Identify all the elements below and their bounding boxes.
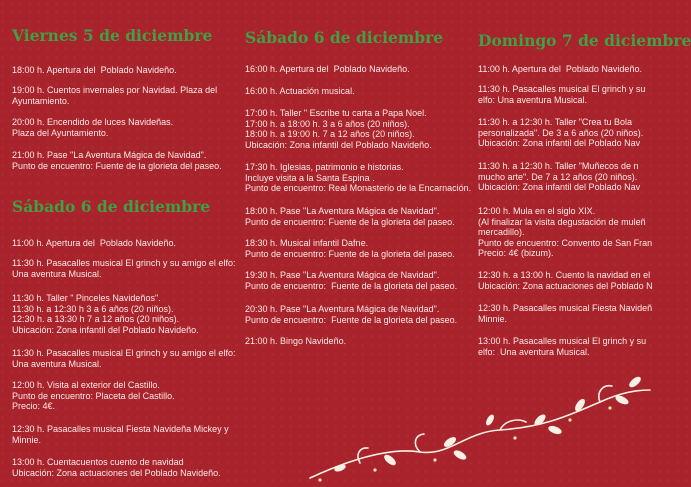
event-item: 19:30 h. Pase "La Aventura Mágica de Navidad". Punto de encuentro: Fuente de la glorieta del paseo. (245, 270, 458, 291)
event-item: 13:00 h. Cuentacuentos cuento de navidad Ubicación: Zona actuaciones del Poblado Navideño. (12, 457, 221, 478)
event-item: 13:00 h. Pasacalles musical El grinch y su elfo: Una aventura Musical. (478, 336, 647, 357)
event-item: 11:30 h. a 12:30 h. Taller "Crea tu Bola personalizada". De 3 a 6 años (20 niños). Ubicación: Zona infantil del Poblado Nav (478, 117, 644, 149)
heading-sabado-6-morning: Sábado 6 de diciembre (12, 197, 211, 216)
event-item: 11:30 h. Taller " Pinceles Navideños". 11:30 h. a 12:30 h 3 a 6 años (20 niños). 12:30 h. a 13:30 h 7 a 12 años (20 niños). Ubicación: Zona infantil del Poblado Navideño. (12, 293, 199, 335)
event-item: 18:00 h. Pase "La Aventura Mágica de Navidad". Punto de encuentro: Fuente de la glorieta del paseo. (245, 206, 455, 227)
event-item: 11:30 h. a 12:30 h. Taller "Muñecos de n mucho arte". De 7 a 12 años (20 niños). Ubicación: Zona infantil del Poblado Nav (478, 161, 641, 193)
event-item: 11:30 h. Pasacalles musical El grinch y su elfo: Una aventura Musical. (478, 84, 646, 105)
event-item: 18:00 h. Apertura del Poblado Navideño. (12, 65, 177, 75)
event-item: 20:30 h. Pase "La Aventura Mágica de Navidad". Punto de encuentro: Fuente de la glorieta del paseo. (245, 304, 458, 325)
event-item: 12:30 h. a 13:00 h. Cuento la navidad en el Ubicación: Zona actuaciones del Poblado N (478, 270, 653, 291)
event-item: 20:00 h. Encendido de luces Navideñas. Plaza del Ayuntamiento. (12, 117, 174, 138)
event-item: 17:00 h. Taller " Escribe tu carta a Papa Noel. 17:00 h. a 18:00 h. 3 a 6 años (20 niños). 18:00 h. a 19:00 h. 7 a 12 años (20 niños). Ubicación: Zona infantil del Poblado Navideño. (245, 108, 432, 150)
heading-domingo-7: Domingo 7 de diciembre (478, 31, 691, 50)
event-item: 11:00 h. Apertura del Poblado Navideño. (478, 64, 642, 74)
event-item: 18:30 h. Musical infantil Dafne. Punto de encuentro: Fuente de la glorieta del paseo. (245, 238, 455, 259)
event-item: 11:00 h. Apertura del Poblado Navideño. (12, 238, 176, 248)
event-item: 12:30 h. Pasacalles musical Fiesta Navideñ Minnie. (478, 303, 653, 324)
event-item: 17:30 h. Iglesias, patrimonio e historias. Incluye visita a la Santa Espina . Punto de encuentro: Real Monasterio de la Encarnación. (245, 162, 472, 194)
event-item: 19:00 h. Cuentos invernales por Navidad. Plaza del Ayuntamiento. (12, 85, 218, 106)
garland-vine-decoration (300, 360, 650, 487)
event-item: 11:30 h. Pasacalles musical El grinch y su amigo el elfo: Una aventura Musical. (12, 348, 236, 369)
event-item: 12:00 h. Mula en el siglo XIX. (Al finalizar la visita degustación de muleñ mercadillo). Punto de encuentro: Convento de San Fran Precio: 4€ (bizum). (478, 206, 653, 259)
event-item: 21:00 h. Pase "La Aventura Mágica de Navidad". Punto de encuentro: Fuente de la glorieta del paseo. (12, 150, 222, 171)
event-item: 21:00 h. Bingo Navideño. (245, 336, 347, 346)
heading-viernes-5: Viernes 5 de diciembre (12, 26, 213, 45)
event-item: 16:00 h. Apertura del Poblado Navideño. (245, 64, 410, 74)
event-item: 16:00 h. Actuación musical. (245, 86, 355, 96)
event-item: 11:30 h. Pasacalles musical El grinch y su amigo el elfo: Una aventura Musical. (12, 258, 236, 279)
event-item: 12:00 h. Visita al exterior del Castillo. Punto de encuentro: Placeta del Castillo. Precio: 4€. (12, 380, 175, 412)
heading-sabado-6-afternoon: Sábado 6 de diciembre (245, 28, 444, 47)
event-item: 12:30 h. Pasacalles musical Fiesta Navideña Mickey y Minnie. (12, 424, 229, 445)
